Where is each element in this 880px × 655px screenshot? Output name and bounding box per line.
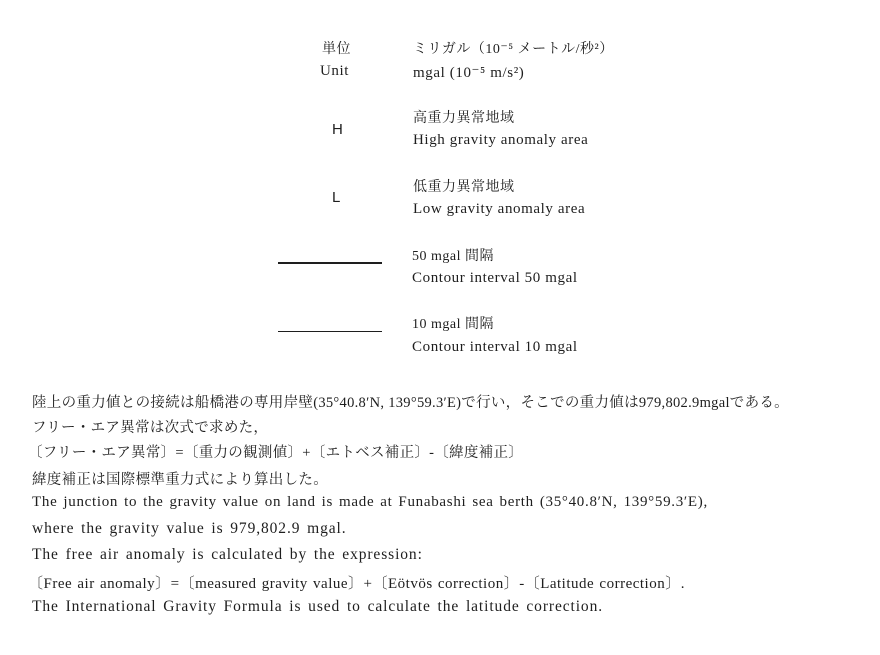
note-jp-line-2: フリー・エア異常は次式で求めた，	[32, 420, 269, 436]
note-en-line-4: 〔Free air anomaly〕=〔measured gravity value〕+〔Eötvös correction〕-〔Latitude correction〕.	[28, 576, 685, 592]
note-en-line-1: The junction to the gravity value on land is made at Funabashi sea berth (35°40.8′N, 139°59.3′E),	[32, 494, 708, 510]
note-jp-line-1: 陸上の重力値との接続は船橋港の専用岸壁(35°40.8′N, 139°59.3′E)で行い，そこでの重力値は979,802.9mgalである。	[32, 395, 789, 411]
note-en-line-5: The International Gravity Formula is used to calculate the latitude correction.	[32, 598, 604, 615]
high-text-jp: 高重力異常地域	[413, 111, 515, 126]
contour-50-text-jp: 50 mgal 間隔	[412, 249, 494, 264]
low-text-en: Low gravity anomaly area	[413, 201, 586, 217]
contour-50-text-en: Contour interval 50 mgal	[412, 270, 578, 286]
low-symbol: L	[332, 189, 341, 206]
note-jp-line-3: 〔フリー・エア異常〕=〔重力の観測値〕+〔エトベス補正〕-〔緯度補正〕	[28, 445, 524, 461]
note-jp-line-4: 緯度補正は国際標準重力式により算出した。	[32, 472, 328, 488]
note-en-line-2: where the gravity value is 979,802.9 mgal.	[32, 520, 347, 537]
unit-text-en: mgal (10⁻⁵ m/s²)	[413, 65, 525, 81]
unit-label-en: Unit	[320, 63, 350, 79]
unit-text-jp: ミリガル（10⁻⁵ メートル/秒²）	[413, 42, 614, 57]
high-symbol: H	[332, 121, 343, 138]
low-text-jp: 低重力異常地域	[413, 180, 515, 195]
unit-label-jp: 単位	[322, 42, 351, 57]
note-en-line-3: The free air anomaly is calculated by the expression:	[32, 546, 423, 563]
contour-10-text-jp: 10 mgal 間隔	[412, 317, 494, 332]
high-text-en: High gravity anomaly area	[413, 132, 589, 148]
contour-50-line	[278, 262, 382, 264]
contour-10-line	[278, 331, 382, 332]
contour-10-text-en: Contour interval 10 mgal	[412, 339, 578, 355]
